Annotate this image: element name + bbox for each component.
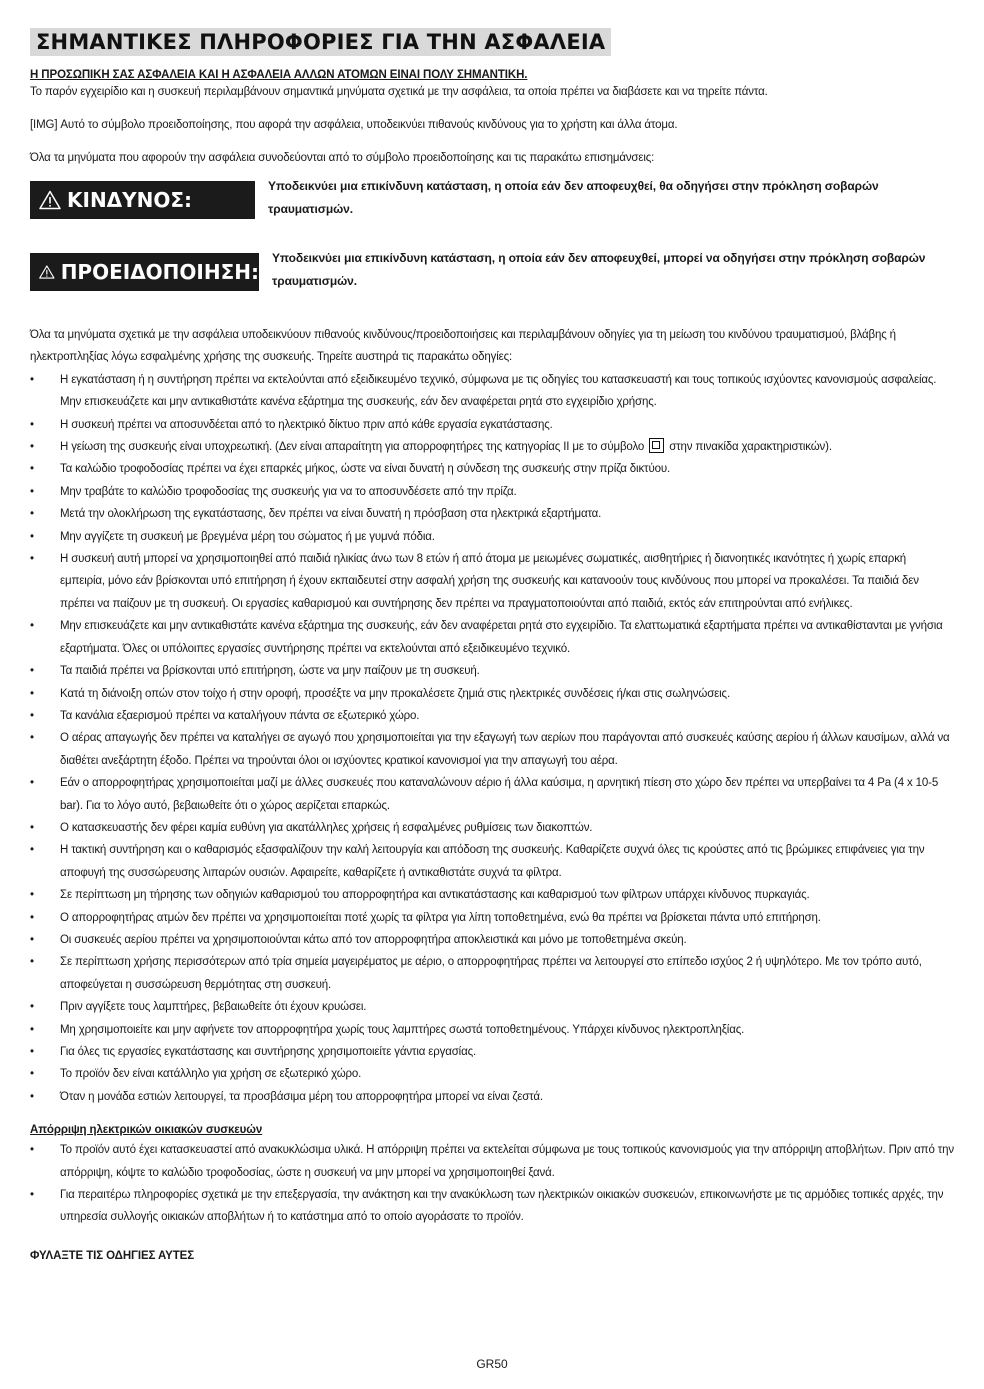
list-item: • Το προϊόν αυτό έχει κατασκευαστεί από ανακυκλώσιμα υλικά. Η απόρριψη πρέπει να εκτελείται σύμφωνα με τους τοπικούς κανονισμούς για την απόρριψη αποβλήτων. Πριν από την απόρριψη, κόψτε το καλώδιο τροφοδοσίας, ώστε η συσκευή να μην μπορεί να χρησιμοποιηθεί ξανά. [30,1139,954,1184]
double-insulation-symbol-icon [649,438,664,453]
warning-label: ΠΡΟΕΙΔΟΠΟΙΗΣΗ: [60,260,259,284]
grounding-text-start: Η γείωση της συσκευής είναι υποχρεωτική. (Δεν είναι απαραίτητη για απορροφητήρες της κατηγορίας ΙΙ με το σύμβολο [60,441,645,454]
list-item: • Η συσκευή αυτή μπορεί να χρησιμοποιηθεί από παιδιά ηλικίας άνω των 8 ετών ή από άτομα με μειωμένες σωματικές, αισθητήριες ή διανοητικές ικανότητες ή χωρίς επαρκή εμπειρία, μόνο εάν βρίσκονται υπό επιτήρηση ή έχουν εκπαιδευτεί στην ασφαλή χρήση της συσκευής και κατανοούν τους κινδύνους που μπορεί να προκαλέσει. Τα παιδιά δεν πρέπει να παίζουν με τη συσκευή. Οι εργασίες καθαρισμού και συντήρησης δεν πρέπει να πραγματοποιούνται από παιδιά, εκτός εάν επιτηρούνται από ενήλικες. [30,548,954,615]
danger-row [30,181,954,221]
danger-description: Υποδεικνύει μια επικίνδυνη κατάσταση, η οποία εάν δεν αποφευχθεί, θα οδηγήσει στην πρόκληση σοβαρών τραυματισμών. [268,179,879,216]
warning-label-box [30,253,259,291]
warning-row [30,253,954,293]
list-item: • Μετά την ολοκλήρωση της εγκατάστασης, δεν πρέπει να είναι δυνατή η πρόσβαση στα ηλεκτρικά εξαρτήματα. [30,503,954,525]
summary-paragraph: Όλα τα μηνύματα σχετικά με την ασφάλεια υποδεικνύουν πιθανούς κινδύνους/προειδοποιήσεις και περιλαμβάνουν οδηγίες για τη μείωση του κινδύνου τραυματισμού, βλάβης ή ηλεκτροπληξίας λόγω εσφαλμένης χρήσης της συσκευής. Τηρείτε αυστηρά τις παρακάτω οδηγίες: [30,329,896,364]
list-item: • Η τακτική συντήρηση και ο καθαρισμός εξασφαλίζουν την καλή λειτουργία και απόδοση της συσκευής. Καθαρίζετε συχνά όλες τις κρούστες από τις βρώμικες επιφάνειες για την αποφυγή της συσσώρευσης λιπαρών ουσιών. Αφαιρείτε, καθαρίζετε ή αντικαθιστάτε συχνά τα φίλτρα. [30,839,954,884]
grounding-text-end: στην πινακίδα χαρακτηριστικών). [669,441,832,454]
list-item: • Η συσκευή πρέπει να αποσυνδέεται από το ηλεκτρικό δίκτυο πριν από κάθε εργασία εγκατάστασης. [30,414,954,436]
list-item: • Τα παιδιά πρέπει να βρίσκονται υπό επιτήρηση, ώστε να μην παίζουν με τη συσκευή. [30,660,954,682]
safety-page [30,28,954,1262]
list-item: • Μην αγγίζετε τη συσκευή με βρεγμένα μέρη του σώματος ή με γυμνά πόδια. [30,526,954,548]
list-item: • Πριν αγγίξετε τους λαμπτήρες, βεβαιωθείτε ότι έχουν κρυώσει. [30,996,954,1018]
safety-subheading: Η ΠΡΟΣΩΠΙΚΗ ΣΑΣ ΑΣΦΑΛΕΙΑ ΚΑΙ Η ΑΣΦΑΛΕΙΑ ΑΛΛΩΝ ΑΤΟΜΩΝ ΕΙΝΑΙ ΠΟΛΥ ΣΗΜΑΝΤΙΚΗ. [30,69,528,81]
list-item: • Ο αέρας απαγωγής δεν πρέπει να καταλήγει σε αγωγό που χρησιμοποιείται για την εξαγωγή των αερίων που παράγονται από συσκευές καύσης αερίου ή άλλων καυσίμων, αλλά να διαθέτει ανεξάρτητη έξοδο. Πρέπει να τηρούνται όλοι οι ισχύοντες κρατικοί κανονισμοί για την απαγωγή του αέρα. [30,727,954,772]
list-item: • Σε περίπτωση χρήσης περισσότερων από τρία σημεία μαγειρέματος με αέριο, ο απορροφητήρας πρέπει να λειτουργεί στο επίπεδο ισχύος 2 ή υψηλότερο. Με τον τρόπο αυτό, αποφεύγεται η συσσώρευση θερμότητας στη συσκευή. [30,951,954,996]
list-item: • Ο απορροφητήρας ατμών δεν πρέπει να χρησιμοποιείται ποτέ χωρίς τα φίλτρα για λίπη τοποθετημένα, ενώ θα πρέπει να βρίσκεται πάντα υπό επιτήρηση. [30,907,954,929]
list-item: • Κατά τη διάνοιξη οπών στον τοίχο ή στην οροφή, προσέξτε να μην προκαλέσετε ζημιά στις ηλεκτρικές συνδέσεις ή/και στις σωληνώσεις. [30,683,954,705]
intro-paragraph-2: [IMG] Αυτό το σύμβολο προειδοποίησης, που αφορά την ασφάλεια, υποδεικνύει πιθανούς κινδύνους για το χρήστη και άλλα άτομα. [30,119,678,131]
warning-description: Υποδεικνύει μια επικίνδυνη κατάσταση, η οποία εάν δεν αποφευχθεί, μπορεί να οδηγήσει στην πρόκληση σοβαρών τραυματισμών. [272,251,926,288]
disposal-heading: Απόρριψη ηλεκτρικών οικιακών συσκευών [30,1124,263,1137]
list-item: • Όταν η μονάδα εστιών λειτουργεί, τα προσβάσιμα μέρη του απορροφητήρα μπορεί να είναι ζεστά. [30,1086,954,1108]
list-item: • Τα κανάλια εξαερισμού πρέπει να καταλήγουν πάντα σε εξωτερικό χώρο. [30,705,954,727]
warning-triangle-icon [39,190,61,210]
list-item: • Για όλες τις εργασίες εγκατάστασης και συντήρησης χρησιμοποιείτε γάντια εργασίας. [30,1041,954,1063]
list-item: • Εάν ο απορροφητήρας χρησιμοποιείται μαζί με άλλες συσκευές που καταναλώνουν αέριο ή άλλα καύσιμα, η αρνητική πίεση στο χώρο δεν πρέπει να υπερβαίνει τα 4 Pa (4 x 10-5 bar). Για το λόγο αυτό, βεβαιωθείτε ότι ο χώρος αερίζεται επαρκώς. [30,772,954,817]
list-item: • Το προϊόν δεν είναι κατάλληλο για χρήση σε εξωτερικό χώρο. [30,1063,954,1085]
list-item: • Μην επισκευάζετε και μην αντικαθιστάτε κανένα εξάρτημα της συσκευής, εάν δεν αναφέρεται ρητά στο εγχειρίδιο. Τα ελαττωματικά εξαρτήματα πρέπει να αντικαθίστανται με γνήσια εξαρτήματα. Όλες οι υπόλοιπες εργασίες συντήρησης πρέπει να εκτελούνται από εξειδικευμένο τεχνικό. [30,615,954,660]
disposal-list [30,1139,954,1229]
safety-instructions-list [30,369,954,1108]
warning-triangle-icon [39,262,55,282]
keep-instructions-note: ΦΥΛΑΞΤΕ ΤΙΣ ΟΔΗΓΙΕΣ ΑΥΤΕΣ [30,1249,195,1262]
list-item: • Σε περίπτωση μη τήρησης των οδηγιών καθαρισμού του απορροφητήρα και αντικατάστασης και καθαρισμού των φίλτρων υπάρχει κίνδυνος πυρκαγιάς. [30,884,954,906]
danger-label-box [30,181,255,219]
list-item: • Οι συσκευές αερίου πρέπει να χρησιμοποιούνται κάτω από τον απορροφητήρα αποκλειστικά και μόνο με τοποθετημένα σκεύη. [30,929,954,951]
intro-paragraph-3: Όλα τα μηνύματα που αφορούν την ασφάλεια συνοδεύονται από το σύμβολο προειδοποίησης και τις παρακάτω επισημάνσεις: [30,152,655,164]
list-item: • Μη χρησιμοποιείτε και μην αφήνετε τον απορροφητήρα χωρίς τους λαμπτήρες σωστά τοποθετημένους. Υπάρχει κίνδυνος ηλεκτροπληξίας. [30,1019,954,1041]
page-number: GR50 [476,1357,508,1371]
page-title: ΣΗΜΑΝΤΙΚΕΣ ΠΛΗΡΟΦΟΡΙΕΣ ΓΙΑ ΤΗΝ ΑΣΦΑΛΕΙΑ [30,28,611,56]
list-item: • Μην τραβάτε το καλώδιο τροφοδοσίας της συσκευής για να το αποσυνδέσετε από την πρίζα. [30,481,954,503]
danger-label: ΚΙΝΔΥΝΟΣ: [67,188,193,212]
list-item-grounding [30,436,954,458]
list-item: • Τα καλώδιο τροφοδοσίας πρέπει να έχει επαρκές μήκος, ώστε να είναι δυνατή η σύνδεση της συσκευής στην πρίζα δικτύου. [30,458,954,480]
list-item: • Ο κατασκευαστής δεν φέρει καμία ευθύνη για ακατάλληλες χρήσεις ή εσφαλμένες ρυθμίσεις των διακοπτών. [30,817,954,839]
intro-paragraph-1: Το παρόν εγχειρίδιο και η συσκευή περιλαμβάνουν σημαντικά μηνύματα σχετικά με την ασφάλεια, τα οποία πρέπει να διαβάσετε και να τηρείτε πάντα. [30,86,768,98]
list-item: • Για περαιτέρω πληροφορίες σχετικά με την επεξεργασία, την ανάκτηση και την ανακύκλωση των ηλεκτρικών οικιακών συσκευών, επικοινωνήστε με τις αρμόδιες τοπικές αρχές, την υπηρεσία συλλογής οικιακών αποβλήτων ή το κατάστημα από το οποίο αγοράσατε το προϊόν. [30,1184,954,1229]
list-item: • Η εγκατάσταση ή η συντήρηση πρέπει να εκτελούνται από εξειδικευμένο τεχνικό, σύμφωνα με τις οδηγίες του κατασκευαστή και τους τοπικούς ισχύοντες κανονισμούς ασφαλείας. Μην επισκευάζετε και μην αντικαθιστάτε κανένα εξάρτημα της συσκευής, εάν δεν αναφέρεται ρητά στο εγχειρίδιο χρήσης. [30,369,954,414]
